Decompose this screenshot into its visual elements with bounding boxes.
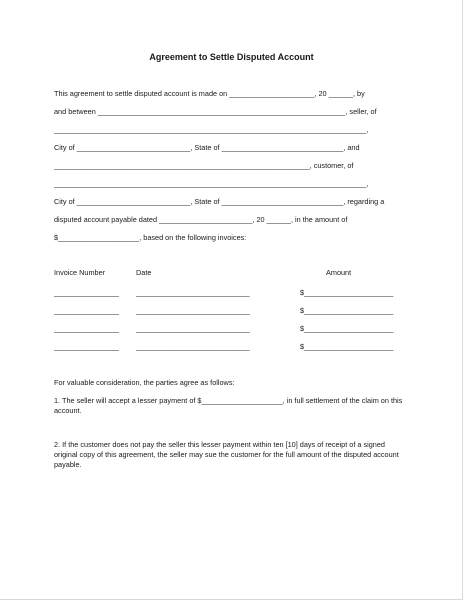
seller-address-line: _____________________________________________________________________________, <box>54 125 369 134</box>
invoice-number-blank: ________________ <box>54 342 119 351</box>
amount-blank: $______________________ <box>300 306 394 315</box>
invoice-number-header: Invoice Number <box>54 268 106 277</box>
date-blank: ____________________________ <box>136 288 250 297</box>
amount-header: Amount <box>326 268 352 277</box>
document-title: Agreement to Settle Disputed Account <box>149 52 314 62</box>
agreement-date-line: This agreement to settle disputed account is made on _____________________, 20 ______, by <box>54 89 365 98</box>
customer-line: _______________________________________________________________, customer, of <box>54 161 354 170</box>
invoice-number-blank: ________________ <box>54 306 119 315</box>
date-blank: ____________________________ <box>136 324 250 333</box>
account-date-line: disputed account payable dated _______________________, 20 ______, in the amount of <box>54 215 348 224</box>
amount-blank: $______________________ <box>300 324 394 333</box>
seller-city-state-line: City of ____________________________, State of ______________________________, and <box>54 143 360 152</box>
date-blank: ____________________________ <box>136 342 250 351</box>
invoice-number-blank: ________________ <box>54 288 119 297</box>
seller-line: and between _____________________________________________________________, seller, of <box>54 107 377 116</box>
clause-2: 2. If the customer does not pay the seller this lesser payment within ten [10] days of receipt of a signed original copy of this agreement, the seller may sue the customer for the full amount of the disputed account payable. <box>54 440 399 469</box>
customer-address-line: _____________________________________________________________________________, <box>54 179 369 188</box>
customer-city-state-line: City of ____________________________, State of ______________________________, regarding a <box>54 197 385 206</box>
consideration-text: For valuable consideration, the parties agree as follows: <box>54 378 235 387</box>
amount-line: $____________________, based on the following invoices: <box>54 233 247 242</box>
amount-blank: $______________________ <box>300 342 394 351</box>
date-blank: ____________________________ <box>136 306 250 315</box>
invoice-number-blank: ________________ <box>54 324 119 333</box>
date-header: Date <box>136 268 152 277</box>
amount-blank: $______________________ <box>300 288 394 297</box>
clause-1: 1. The seller will accept a lesser payment of $____________________, in full settlement of the claim on this account. <box>54 396 403 415</box>
